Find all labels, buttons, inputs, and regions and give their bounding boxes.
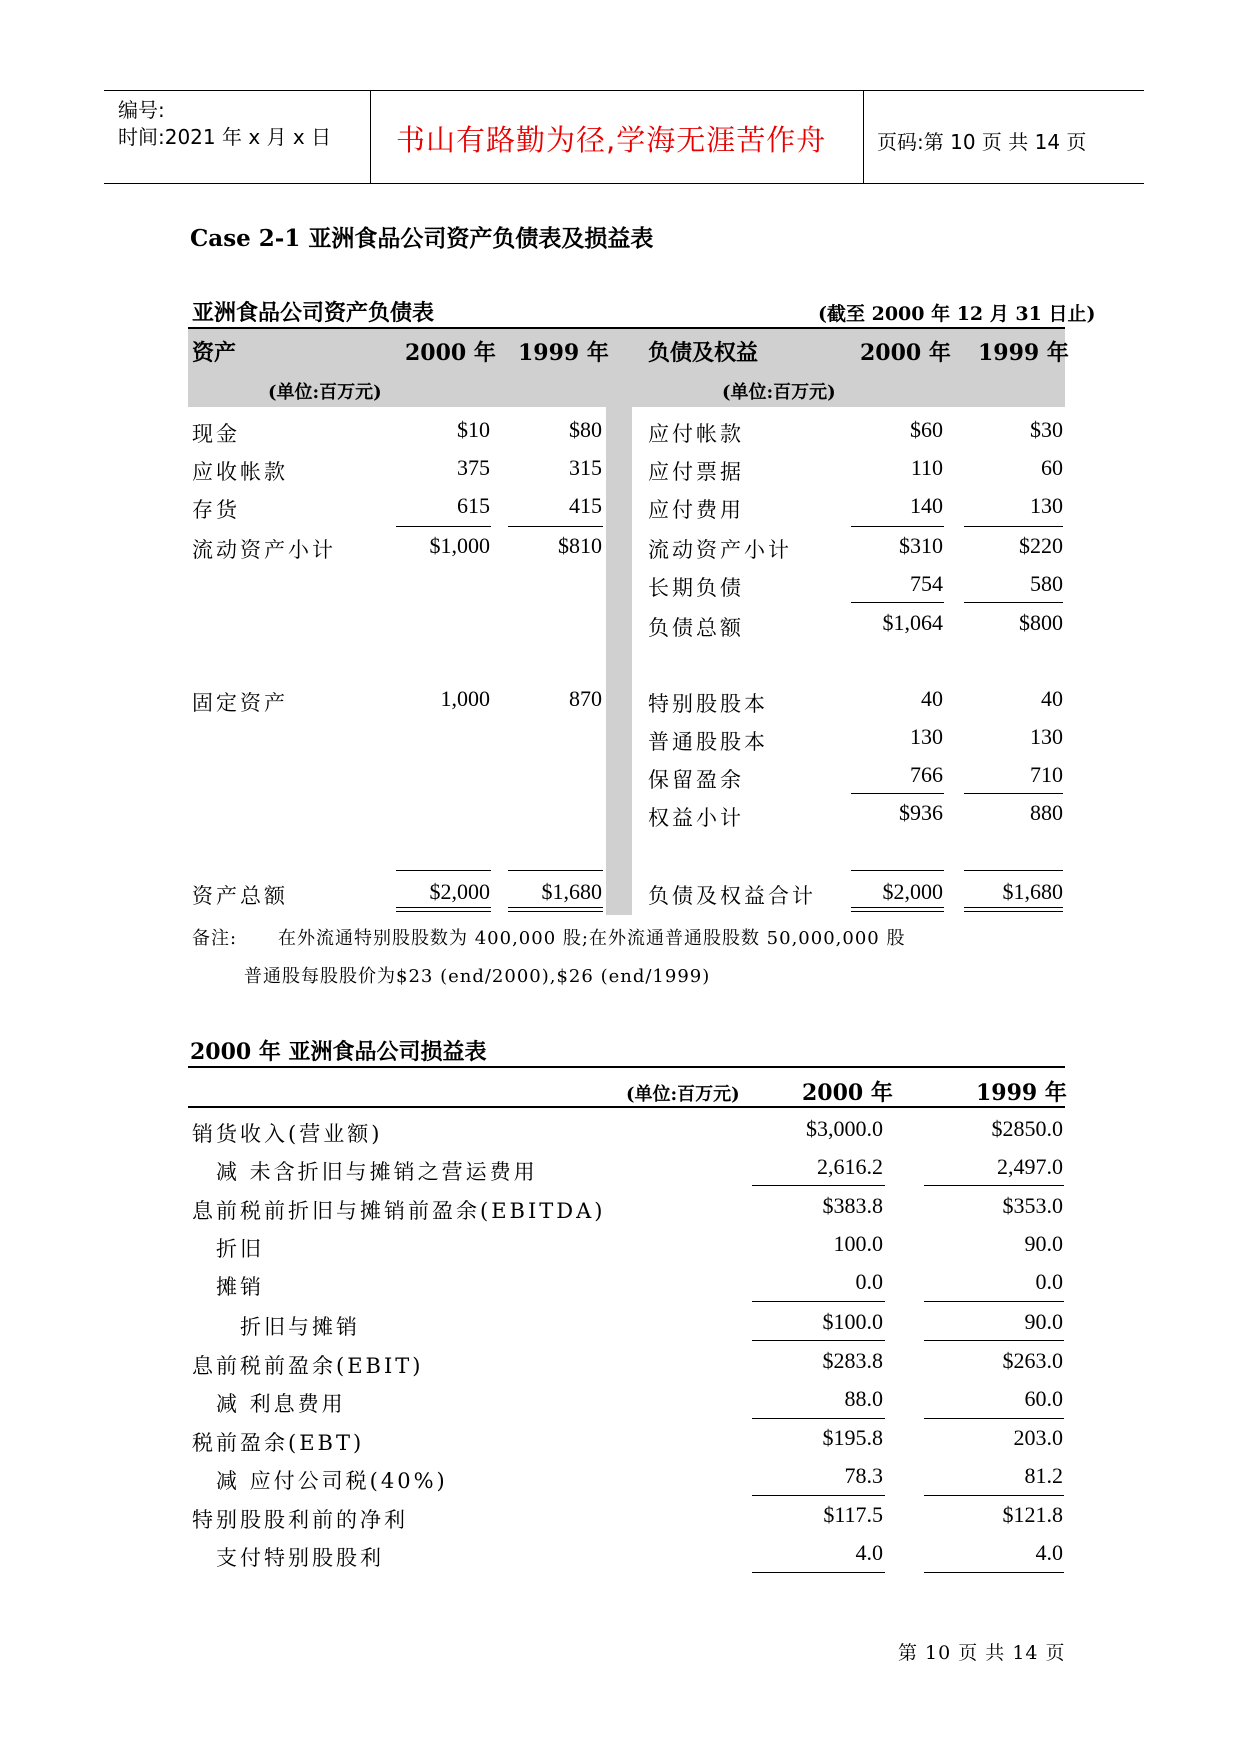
note-line-2: 普通股每股股价为$23 (end/2000),$26 (end/1999) [244, 966, 711, 987]
asset-label: 固定资产 [192, 691, 288, 715]
subtotal-rule [396, 526, 491, 527]
subtotal-rule [752, 1418, 885, 1419]
liability-value-1999: 130 [1030, 493, 1063, 518]
income-header-2000: 2000 年 [802, 1080, 893, 1106]
income-label: 减 利息费用 [216, 1392, 346, 1416]
income-header-rule [188, 1106, 1065, 1108]
header-assets-1999: 1999 年 [518, 340, 609, 366]
asset-label: 现金 [192, 422, 240, 446]
income-label: 支付特别股股利 [216, 1546, 384, 1570]
income-value-1999: $353.0 [1002, 1193, 1063, 1218]
income-value-1999: 4.0 [1035, 1540, 1063, 1565]
header-unit-liab: (单位:百万元) [722, 382, 836, 403]
income-header-1999: 1999 年 [976, 1080, 1067, 1106]
liability-value-1999: $220 [1019, 533, 1063, 558]
subtotal-rule [851, 526, 944, 527]
double-rule [508, 911, 603, 912]
liability-value-1999: 880 [1030, 800, 1063, 825]
liability-label: 普通股股本 [648, 730, 768, 754]
income-label: 销货收入(营业额) [192, 1122, 383, 1146]
liability-value-2000: 766 [910, 762, 943, 787]
income-value-1999: 0.0 [1035, 1269, 1063, 1294]
income-value-2000: $100.0 [822, 1309, 883, 1334]
liability-value-2000: $2,000 [882, 879, 943, 904]
income-value-1999: 90.0 [1024, 1309, 1063, 1334]
balance-sheet-center-band [606, 407, 632, 915]
liability-value-2000: $60 [910, 417, 943, 442]
header-assets: 资产 [192, 340, 237, 366]
balance-sheet-title: 亚洲食品公司资产负债表 [192, 300, 435, 326]
header-divider-left [370, 90, 371, 183]
header-liab-1999: 1999 年 [978, 340, 1069, 366]
header-assets-2000: 2000 年 [405, 340, 496, 366]
income-label: 特别股股利前的净利 [192, 1508, 408, 1532]
liability-value-1999: 60 [1041, 455, 1063, 480]
liability-value-2000: 130 [910, 724, 943, 749]
income-label: 息前税前折旧与摊销前盈余(EBITDA) [192, 1199, 606, 1223]
double-rule [508, 907, 603, 908]
liability-value-1999: 710 [1030, 762, 1063, 787]
income-value-1999: 60.0 [1024, 1386, 1063, 1411]
income-statement-title: 2000 年 亚洲食品公司损益表 [190, 1039, 487, 1065]
liability-label: 权益小计 [648, 806, 744, 830]
asset-value-2000: $2,000 [429, 879, 490, 904]
header-time: 时间:2021 年 x 月 x 日 [118, 125, 332, 149]
income-label: 减 应付公司税(40%) [216, 1469, 448, 1493]
income-label: 折旧与摊销 [240, 1315, 360, 1339]
header-top-rule [104, 90, 1144, 91]
income-label: 折旧 [216, 1237, 264, 1261]
asset-value-2000: 615 [457, 493, 490, 518]
income-value-2000: $383.8 [822, 1193, 883, 1218]
income-value-1999: 2,497.0 [997, 1154, 1063, 1179]
asset-label: 存货 [192, 498, 240, 522]
income-value-2000: 0.0 [855, 1269, 883, 1294]
income-label: 摊销 [216, 1275, 264, 1299]
subtotal-rule [964, 602, 1063, 603]
liability-label: 负债总额 [648, 616, 744, 640]
total-rule [964, 870, 1063, 871]
income-top-rule [188, 1066, 1065, 1068]
liability-label: 长期负债 [648, 576, 744, 600]
income-value-1999: $263.0 [1002, 1348, 1063, 1373]
liability-value-1999: $800 [1019, 610, 1063, 635]
subtotal-rule [851, 602, 944, 603]
note-line-1: 在外流通特别股股数为 400,000 股;在外流通普通股股数 50,000,000 股 [278, 928, 906, 949]
subtotal-rule [964, 793, 1063, 794]
header-liabilities: 负债及权益 [648, 340, 759, 366]
liability-label: 保留盈余 [648, 768, 744, 792]
income-value-2000: 88.0 [844, 1386, 883, 1411]
income-label: 息前税前盈余(EBIT) [192, 1354, 424, 1378]
liability-value-2000: $1,064 [882, 610, 943, 635]
subtotal-rule [752, 1495, 885, 1496]
liability-value-1999: 130 [1030, 724, 1063, 749]
income-label: 减 未含折旧与摊销之营运费用 [216, 1160, 538, 1184]
income-value-2000: 100.0 [833, 1231, 883, 1256]
subtotal-rule [924, 1340, 1064, 1341]
liability-label: 负债及权益合计 [648, 884, 816, 908]
asset-value-1999: 315 [569, 455, 602, 480]
total-rule [851, 870, 944, 871]
income-value-2000: $117.5 [823, 1502, 883, 1527]
double-rule [964, 911, 1063, 912]
liability-value-2000: $936 [899, 800, 943, 825]
income-unit: (单位:百万元) [626, 1084, 740, 1105]
asset-value-1999: 870 [569, 686, 602, 711]
asset-value-1999: $810 [558, 533, 602, 558]
liability-value-2000: 110 [910, 455, 943, 480]
asset-value-2000: $1,000 [429, 533, 490, 558]
asset-label: 流动资产小计 [192, 538, 336, 562]
income-value-2000: $195.8 [822, 1425, 883, 1450]
income-value-1999: 90.0 [1024, 1231, 1063, 1256]
income-value-1999: 81.2 [1024, 1463, 1063, 1488]
asset-label: 应收帐款 [192, 460, 288, 484]
liability-label: 流动资产小计 [648, 538, 792, 562]
subtotal-rule [752, 1340, 885, 1341]
subtotal-rule [851, 793, 944, 794]
liability-label: 应付费用 [648, 498, 744, 522]
subtotal-rule [924, 1185, 1064, 1186]
double-rule [396, 911, 491, 912]
case-title: Case 2-1 亚洲食品公司资产负债表及损益表 [190, 225, 654, 252]
double-rule [851, 911, 944, 912]
liability-value-1999: $1,680 [1002, 879, 1063, 904]
liability-value-1999: 40 [1041, 686, 1063, 711]
income-value-2000: 4.0 [855, 1540, 883, 1565]
subtotal-rule [752, 1572, 885, 1573]
asset-value-1999: $1,680 [541, 879, 602, 904]
income-value-1999: 203.0 [1013, 1425, 1063, 1450]
asset-value-1999: 415 [569, 493, 602, 518]
total-rule [508, 870, 603, 871]
header-divider-right [863, 90, 864, 183]
subtotal-rule [924, 1495, 1064, 1496]
liability-value-2000: 754 [910, 571, 943, 596]
liability-label: 应付票据 [648, 460, 744, 484]
liability-label: 特别股股本 [648, 692, 768, 716]
income-value-2000: 2,616.2 [817, 1154, 883, 1179]
liability-value-2000: $310 [899, 533, 943, 558]
liability-value-2000: 140 [910, 493, 943, 518]
income-value-2000: 78.3 [844, 1463, 883, 1488]
subtotal-rule [964, 526, 1063, 527]
income-label: 税前盈余(EBT) [192, 1431, 365, 1455]
header-unit-assets: (单位:百万元) [268, 382, 382, 403]
header-motto: 书山有路勤为径,学海无涯苦作舟 [396, 123, 827, 157]
subtotal-rule [508, 526, 603, 527]
income-value-2000: $3,000.0 [806, 1116, 883, 1141]
liability-value-1999: $30 [1030, 417, 1063, 442]
double-rule [396, 907, 491, 908]
note-label: 备注: [192, 928, 238, 949]
income-value-1999: $121.8 [1002, 1502, 1063, 1527]
asset-value-2000: $10 [457, 417, 490, 442]
liability-value-1999: 580 [1030, 571, 1063, 596]
balance-sheet-date: (截至 2000 年 12 月 31 日止) [818, 303, 1096, 325]
header-number: 编号: [118, 98, 165, 122]
asset-label: 资产总额 [192, 884, 288, 908]
header-liab-2000: 2000 年 [860, 340, 951, 366]
header-page-label: 页码:第 10 页 共 14 页 [877, 130, 1087, 154]
liability-value-2000: 40 [921, 686, 943, 711]
header-bottom-rule [104, 183, 1144, 184]
subtotal-rule [924, 1301, 1064, 1302]
total-rule [396, 870, 491, 871]
subtotal-rule [752, 1185, 885, 1186]
subtotal-rule [752, 1301, 885, 1302]
subtotal-rule [924, 1572, 1064, 1573]
subtotal-rule [924, 1418, 1064, 1419]
asset-value-2000: 375 [457, 455, 490, 480]
double-rule [851, 907, 944, 908]
asset-value-1999: $80 [569, 417, 602, 442]
income-value-1999: $2850.0 [991, 1116, 1063, 1141]
asset-value-2000: 1,000 [440, 686, 490, 711]
liability-label: 应付帐款 [648, 422, 744, 446]
double-rule [964, 907, 1063, 908]
footer-page: 第 10 页 共 14 页 [898, 1642, 1066, 1664]
income-value-2000: $283.8 [822, 1348, 883, 1373]
